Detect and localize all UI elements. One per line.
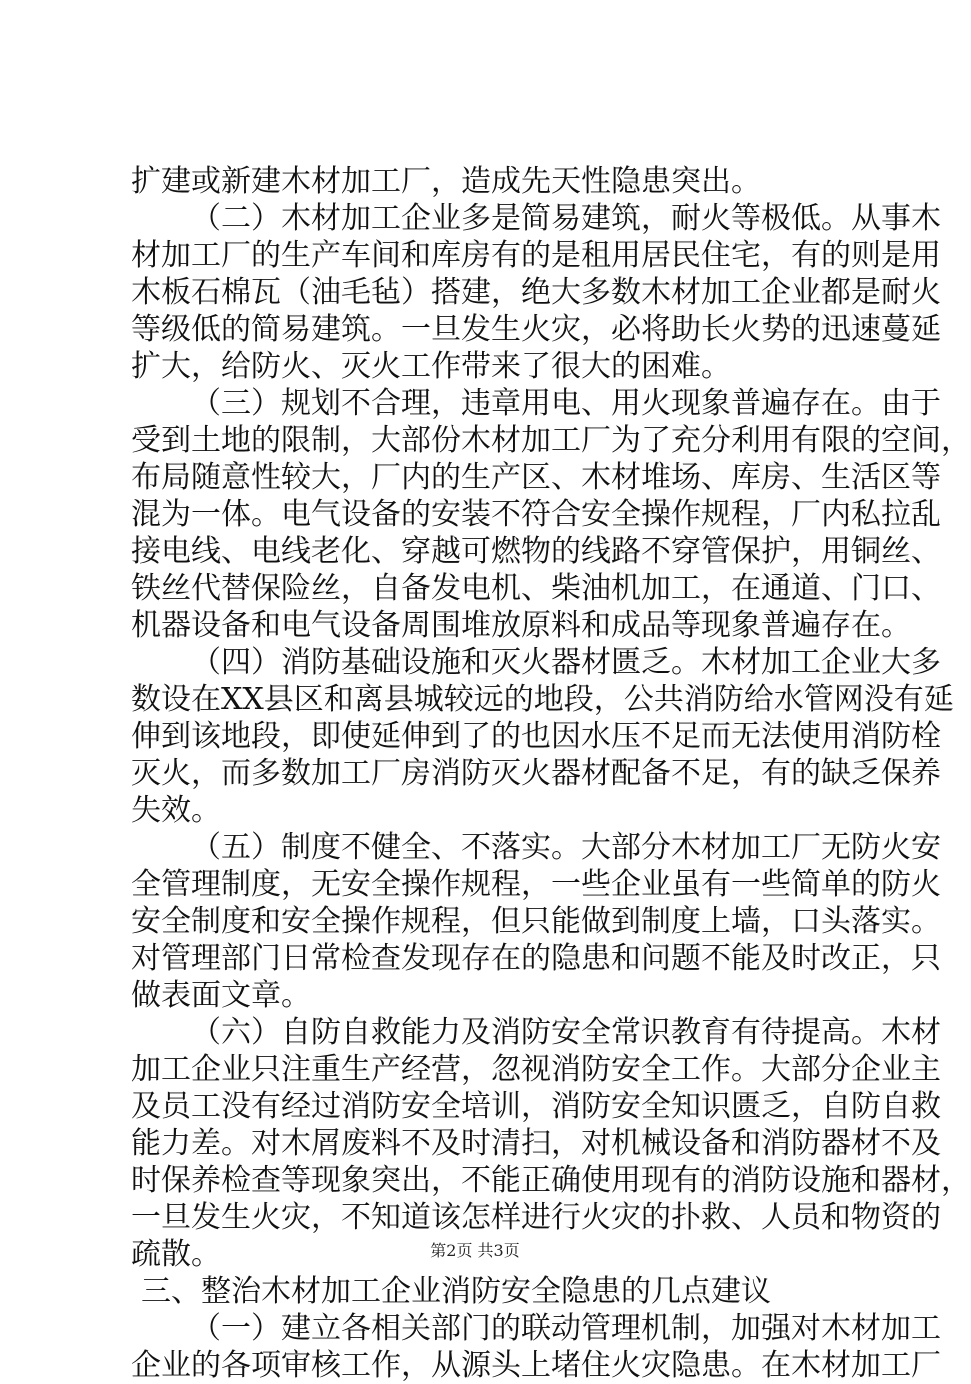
text-line: 全管理制度，无安全操作规程，一些企业虽有一些简单的防火	[131, 867, 941, 902]
text-line: 能力差。对木屑废料不及时清扫，对机械设备和消防器材不及	[131, 1126, 941, 1161]
text-line: 木板石棉瓦（油毛毡）搭建，绝大多数木材加工企业都是耐火	[131, 275, 941, 310]
text-line: 及员工没有经过消防安全培训，消防安全知识匮乏，自防自救	[131, 1089, 941, 1124]
text-line: （一）建立各相关部门的联动管理机制，加强对木材加工	[191, 1311, 941, 1346]
text-line: 数设在XX县区和离县城较远的地段，公共消防给水管网没有延	[131, 682, 954, 717]
document-body	[131, 163, 971, 1384]
text-line: 做表面文章。	[131, 978, 311, 1013]
text-line: 布局随意性较大，厂内的生产区、木材堆场、库房、生活区等	[131, 460, 941, 495]
text-line: 混为一体。电气设备的安装不符合安全操作规程，厂内私拉乱	[131, 497, 941, 532]
text-line: 安全制度和安全操作规程，但只能做到制度上墙，口头落实。	[131, 904, 941, 939]
section-heading: 三、整治木材加工企业消防安全隐患的几点建议	[141, 1274, 771, 1309]
text-line: （三）规划不合理，违章用电、用火现象普遍存在。由于	[191, 386, 941, 421]
text-line: （二）木材加工企业多是简易建筑，耐火等极低。从事木	[191, 201, 941, 236]
text-line: （六）自防自救能力及消防安全常识教育有待提高。木材	[191, 1015, 941, 1050]
text-line: 对管理部门日常检查发现存在的隐患和问题不能及时改正，只	[131, 941, 941, 976]
text-line: （五）制度不健全、不落实。大部分木材加工厂无防火安	[191, 830, 941, 865]
text-line: 机器设备和电气设备周围堆放原料和成品等现象普遍存在。	[131, 608, 911, 643]
text-line: 时保养检查等现象突出，不能正确使用现有的消防设施和器材，	[131, 1163, 971, 1198]
text-line: 接电线、电线老化、穿越可燃物的线路不穿管保护，用铜丝、	[131, 534, 941, 569]
text-line: 一旦发生火灾，不知道该怎样进行火灾的扑救、人员和物资的	[131, 1200, 941, 1235]
text-line: 受到土地的限制，大部份木材加工厂为了充分利用有限的空间，	[131, 423, 971, 458]
text-line: 灭火，而多数加工厂房消防灭火器材配备不足，有的缺乏保养	[131, 756, 941, 791]
text-line: 疏散。	[131, 1237, 221, 1272]
text-line: 铁丝代替保险丝，自备发电机、柴油机加工，在通道、门口、	[131, 571, 941, 606]
text-line: 扩建或新建木材加工厂，造成先天性隐患突出。	[131, 164, 761, 199]
page-number-footer: 第2页 共3页	[430, 1241, 520, 1260]
text-line: 材加工厂的生产车间和库房有的是租用居民住宅，有的则是用	[131, 238, 941, 273]
text-line: 企业的各项审核工作，从源头上堵住火灾隐患。在木材加工厂	[131, 1348, 941, 1383]
text-line: （四）消防基础设施和灭火器材匮乏。木材加工企业大多	[191, 645, 941, 680]
text-line: 加工企业只注重生产经营，忽视消防安全工作。大部分企业主	[131, 1052, 941, 1087]
text-line: 等级低的简易建筑。一旦发生火灾，必将助长火势的迅速蔓延	[131, 312, 941, 347]
text-line: 伸到该地段，即使延伸到了的也因水压不足而无法使用消防栓	[131, 719, 941, 754]
text-line: 扩大，给防火、灭火工作带来了很大的困难。	[131, 349, 731, 384]
text-line: 失效。	[131, 793, 221, 828]
